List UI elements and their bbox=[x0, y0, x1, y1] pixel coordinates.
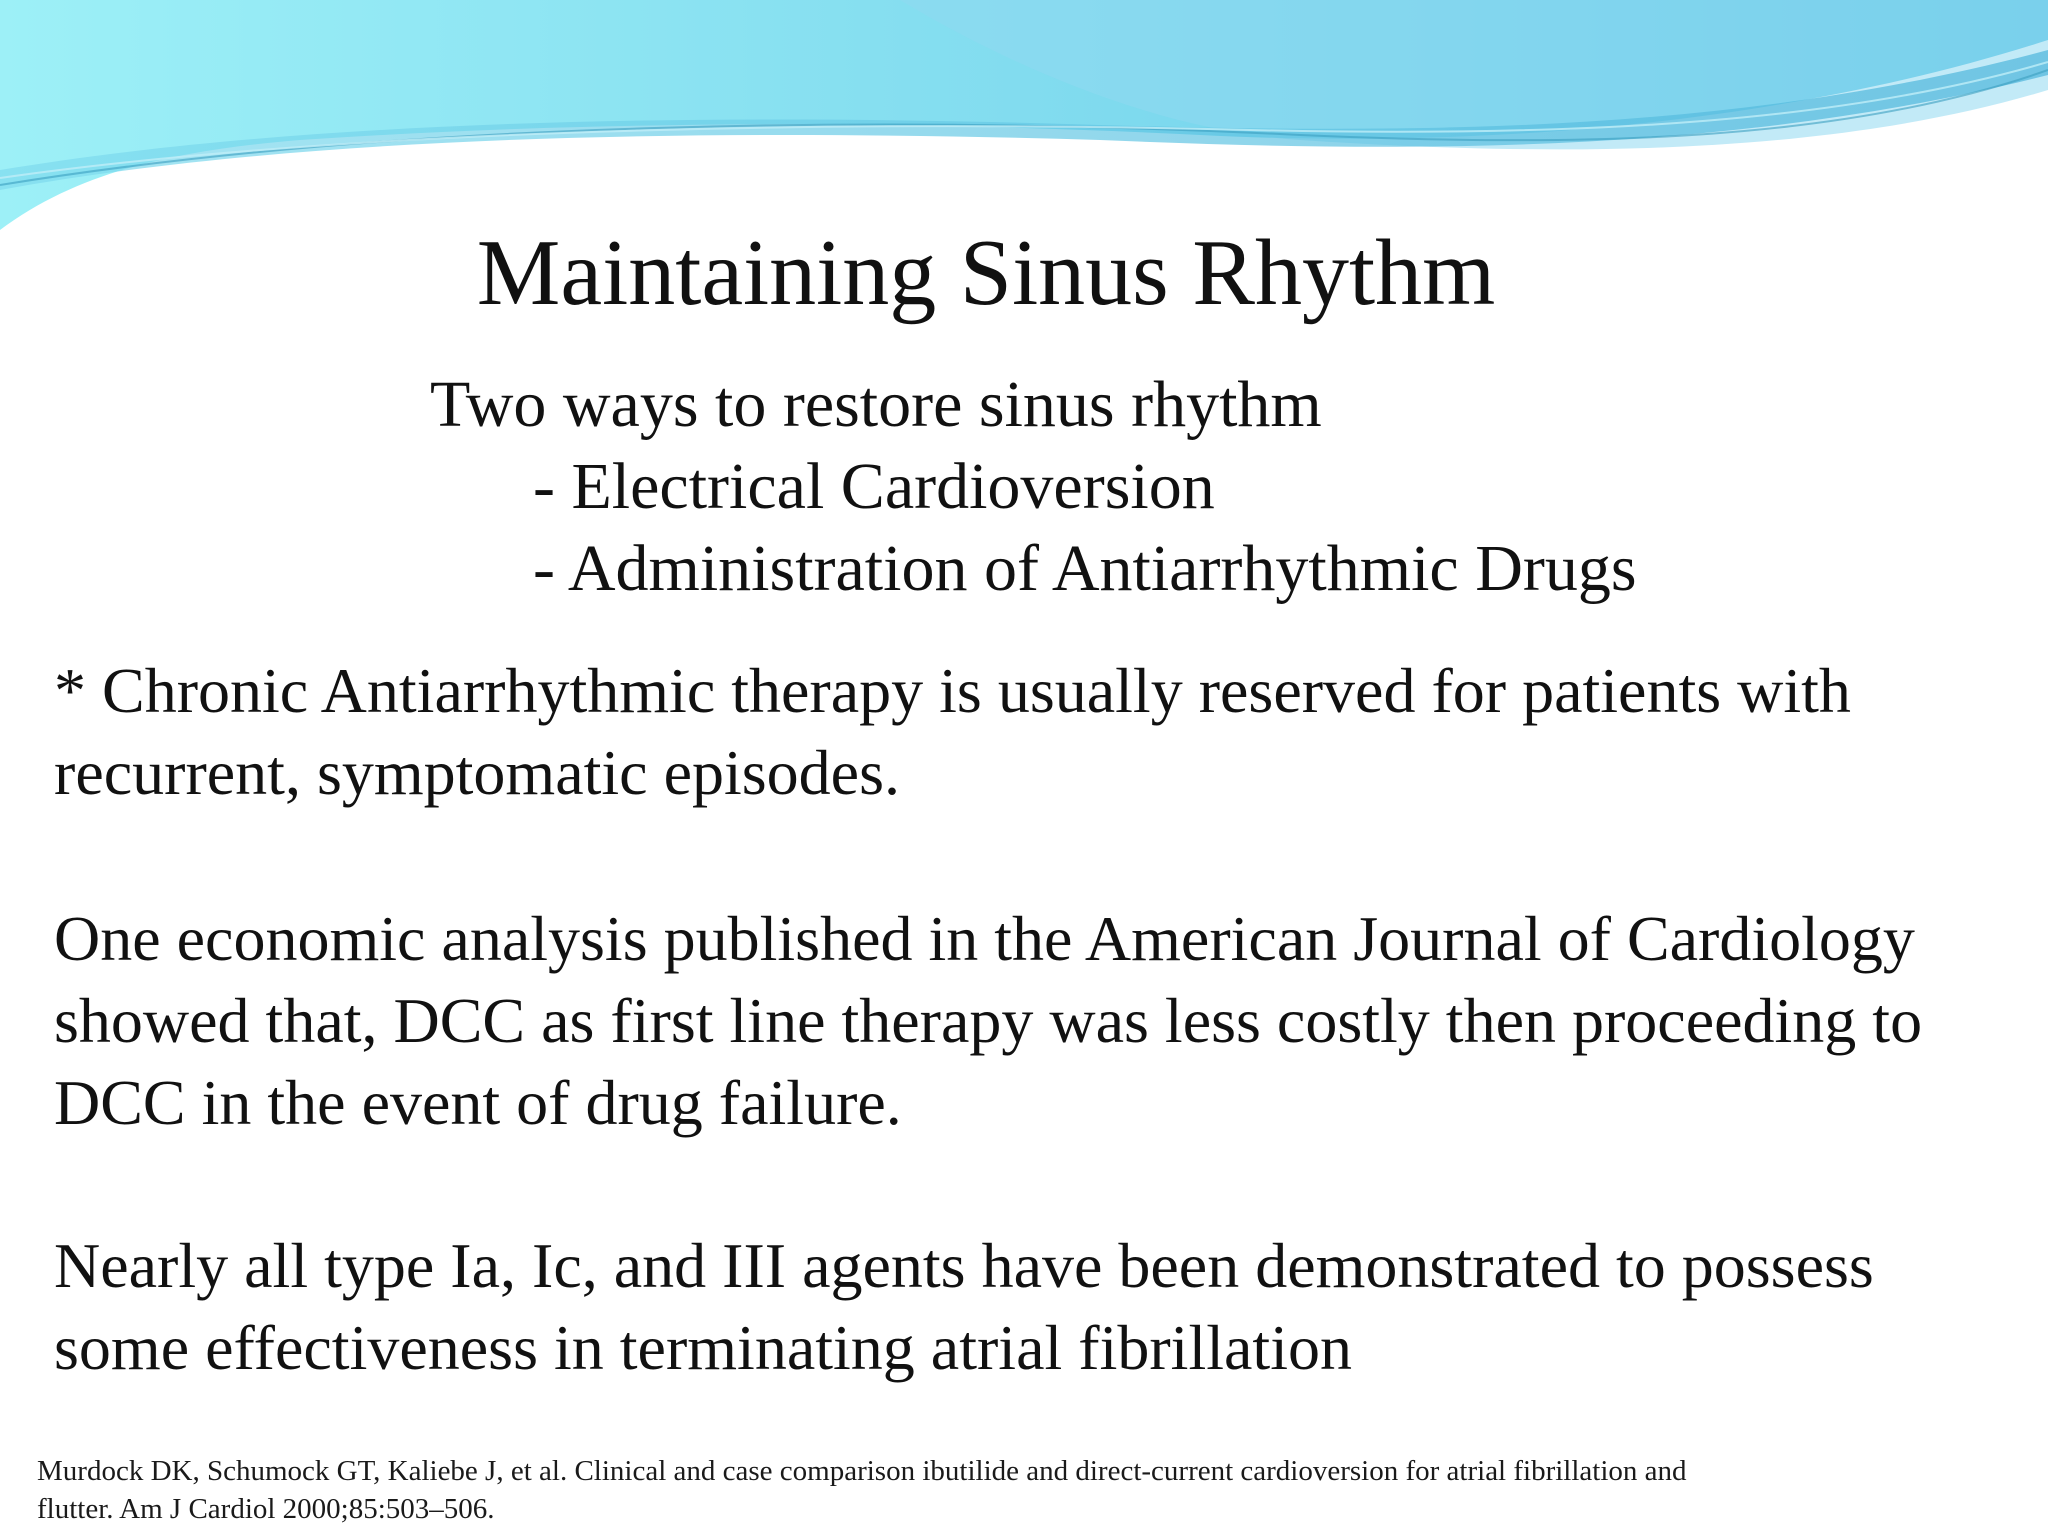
paragraph-agents-effectiveness: Nearly all type Ia, Ic, and III agents have been demonstrated to possess some effectiveness in terminating atrial fibrillation bbox=[54, 1230, 1874, 1383]
intro-heading: Two ways to restore sinus rhythm bbox=[430, 368, 1322, 441]
paragraph-economic-analysis: One economic analysis published in the American Journal of Cardiology showed that, DCC as first line therapy was less costly then proceeding to DCC in the event of drug failure. bbox=[54, 903, 1923, 1138]
slide-title bbox=[0, 218, 2048, 328]
slide-title-text: Maintaining Sinus Rhythm bbox=[476, 221, 1496, 325]
intro-block bbox=[430, 364, 1637, 610]
paragraph-chronic-therapy: * Chronic Antiarrhythmic therapy is usually reserved for patients with recurrent, symptomatic episodes. bbox=[54, 655, 1851, 808]
intro-item-antiarrhythmic-drugs: - Administration of Antiarrhythmic Drugs bbox=[533, 532, 1637, 605]
intro-item-electrical-cardioversion: - Electrical Cardioversion bbox=[533, 450, 1215, 523]
citation: Murdock DK, Schumock GT, Kaliebe J, et al. Clinical and case comparison ibutilide and direct-current cardioversion for atrial fibrillation and flutter. Am J Cardiol 2000;85:503–506. bbox=[37, 1455, 1687, 1525]
decorative-wave-banner bbox=[0, 0, 2048, 240]
